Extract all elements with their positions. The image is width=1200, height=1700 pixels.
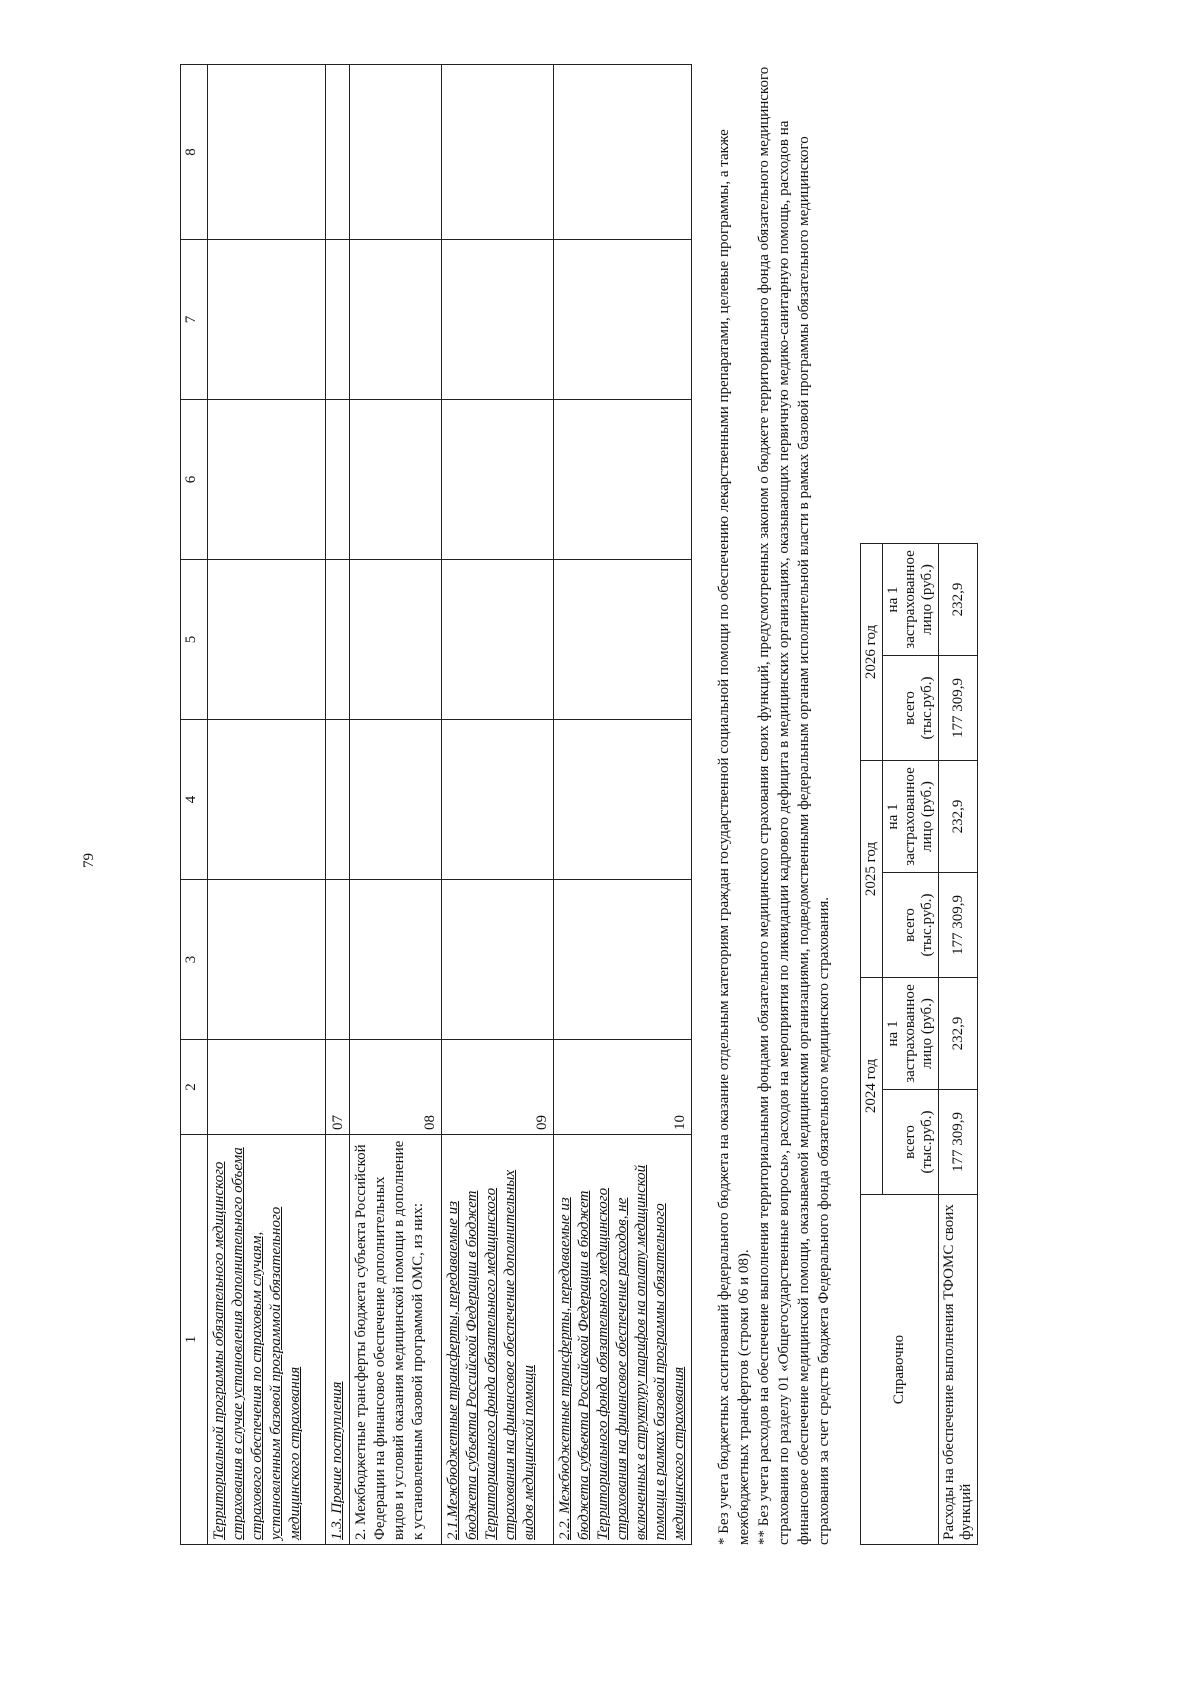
reference-table: [860, 64, 978, 1545]
ref-col-per-person: на 1 застрахованное лицо (руб.): [883, 760, 939, 872]
table-row: [442, 65, 554, 1545]
empty-cell: [208, 65, 326, 240]
row-name: 2.2. Межбюджетные трансферты, передаваемые из бюджета субъекта Российской Федерации в бюджет Территориального фонда обязательного медицинского страхования на финансовое обеспечение расходов, не включенных в структуру тарифов на оплату медицинской помощи в рамках базовой программы обязательного медицинского страхования: [554, 1135, 692, 1545]
empty-cell: [442, 65, 554, 240]
empty-cell: [442, 720, 554, 880]
ref-col-per-person: на 1 застрахованное лицо (руб.): [883, 977, 939, 1089]
empty-cell: [326, 880, 350, 1040]
empty-cell: [208, 560, 326, 720]
row-code: 09: [442, 1040, 554, 1135]
empty-cell: [442, 400, 554, 560]
ref-value-total-2025: 177 309,9: [939, 872, 978, 977]
empty-cell: [350, 720, 442, 880]
empty-cell: [350, 240, 442, 400]
col-header-3: 3: [181, 880, 208, 1040]
row-code: 08: [350, 1040, 442, 1135]
empty-cell: [208, 720, 326, 880]
ref-value-per-person-2026: 232,9: [939, 543, 978, 655]
footnote-2: ** Без учета расходов на обеспечение выполнения территориальными фондами обязательного медицинского страхования своих функций, предусмотренных законом о бюджете территориального фонда обязательного медицинского страхования по разделу 01 «Общегосударственные вопросы», расходов на мероприятия по ликвидации кадрового дефицита в медицинских организациях, оказывающих первичную медико-санитарную помощь, расходов на финансовое обеспечение медицинской помощи, оказываемой медицинскими организациями, подведомственными федеральным органам исполнительной власти в рамках базовой программы обязательного медицинского страхования за счет средств бюджета Федерального фонда обязательного медицинского страхования.: [756, 66, 832, 1545]
col-header-4: 4: [181, 720, 208, 880]
col-header-5: 5: [181, 560, 208, 720]
empty-cell: [326, 240, 350, 400]
row-name: 2.1.Межбюджетные трансферты, передаваемые из бюджета субъекта Российской Федерации в бюджет Территориального фонда обязательного медицинского страхования на финансовое обеспечение дополнительных видов медицинской помощи: [442, 1135, 554, 1545]
empty-cell: [554, 880, 692, 1040]
row-name: 1.3. Прочие поступления: [326, 1135, 350, 1545]
empty-cell: [442, 240, 554, 400]
empty-cell: [350, 880, 442, 1040]
table-row: [554, 65, 692, 1545]
ref-label-header: Справочно: [861, 1195, 939, 1545]
empty-cell: [326, 720, 350, 880]
ref-value-per-person-2024: 232,9: [939, 977, 978, 1089]
column-number-row: [181, 65, 208, 1545]
page-number: 79: [81, 853, 97, 868]
financing-table: [180, 64, 692, 1545]
empty-cell: [554, 400, 692, 560]
ref-value-per-person-2025: 232,9: [939, 760, 978, 872]
ref-col-per-person: на 1 застрахованное лицо (руб.): [883, 543, 939, 655]
empty-cell: [350, 65, 442, 240]
ref-row-label: Расходы на обеспечение выполнения ТФОМС своих функций: [939, 1195, 978, 1545]
ref-value-total-2024: 177 309,9: [939, 1090, 978, 1195]
col-header-7: 7: [181, 240, 208, 400]
row-code: 07: [326, 1040, 350, 1135]
row-name: Территориальной программы обязательного медицинского страхования в случае установления дополнительного объема страхового обеспечения по страховым случаям, установленным базовой программой обязательного медицинского страхования: [208, 1135, 326, 1545]
empty-cell: [326, 560, 350, 720]
footnotes: [714, 65, 834, 1545]
empty-cell: [350, 400, 442, 560]
empty-cell: [554, 65, 692, 240]
row-code: [208, 1040, 326, 1135]
empty-cell: [208, 400, 326, 560]
row-name: 2. Межбюджетные трансферты бюджета субъекта Российской Федерации на финансовое обеспечение дополнительных видов и условий оказания медицинской помощи в дополнение к установленным базовой программой ОМС, из них:: [350, 1135, 442, 1545]
empty-cell: [442, 560, 554, 720]
landscape-content: [180, 65, 1020, 1545]
ref-col-total: всего (тыс.руб.): [883, 655, 939, 760]
empty-cell: [208, 880, 326, 1040]
empty-cell: [326, 65, 350, 240]
row-code: 10: [554, 1040, 692, 1135]
ref-year-2026: 2026 год: [861, 543, 883, 760]
empty-cell: [554, 720, 692, 880]
empty-cell: [208, 240, 326, 400]
ref-value-total-2026: 177 309,9: [939, 655, 978, 760]
ref-blank-area: [861, 64, 978, 543]
col-header-6: 6: [181, 400, 208, 560]
col-header-8: 8: [181, 65, 208, 240]
ref-year-2024: 2024 год: [861, 977, 883, 1194]
empty-cell: [350, 560, 442, 720]
ref-col-total: всего (тыс.руб.): [883, 1090, 939, 1195]
table-row: [326, 65, 350, 1545]
ref-year-row: [861, 64, 883, 1544]
empty-cell: [554, 240, 692, 400]
empty-cell: [326, 400, 350, 560]
ref-year-2025: 2025 год: [861, 760, 883, 977]
ref-col-total: всего (тыс.руб.): [883, 872, 939, 977]
table-row: [208, 65, 326, 1545]
table-row: [350, 65, 442, 1545]
empty-cell: [442, 880, 554, 1040]
col-header-1: 1: [181, 1135, 208, 1545]
empty-cell: [554, 560, 692, 720]
col-header-2: 2: [181, 1040, 208, 1135]
footnote-1: * Без учета бюджетных ассигнований федерального бюджета на оказание отдельным категориям граждан государственной социальной помощи по обеспечению лекарственными препаратами, целевые программы, а также межбюджетных трансфертов (строки 06 и 08).: [716, 129, 752, 1545]
